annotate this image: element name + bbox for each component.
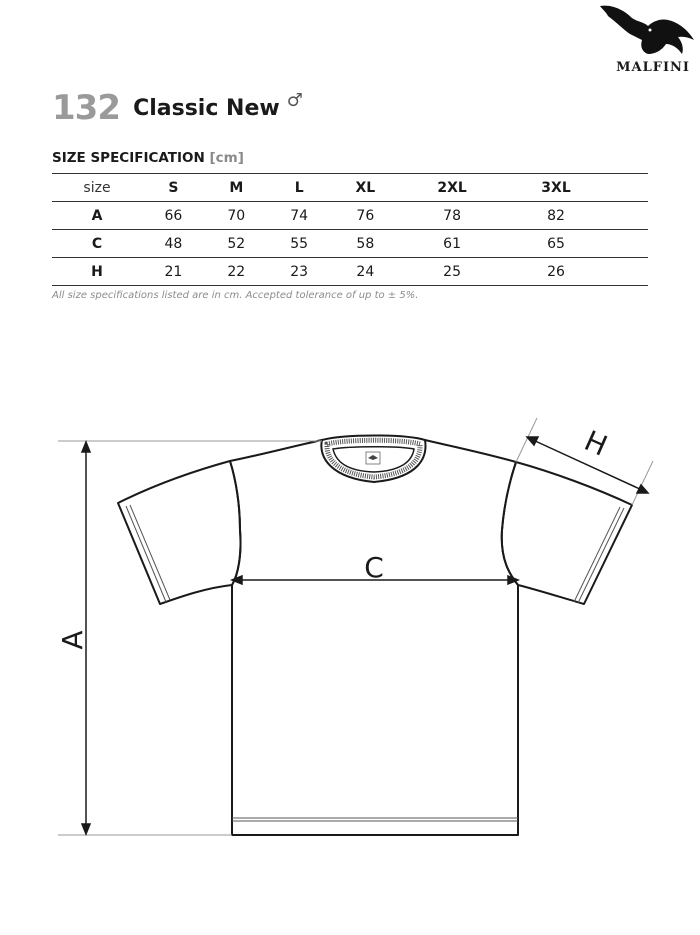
table-cell: 22	[205, 258, 268, 286]
table-cell: 58	[331, 230, 401, 258]
table-cell: 66	[142, 202, 205, 230]
table-cell: 24	[331, 258, 401, 286]
column-header: 2XL	[400, 174, 504, 202]
tolerance-note: All size specifications listed are in cm. Accepted tolerance of up to ± 5%.	[52, 290, 419, 301]
column-header: M	[205, 174, 268, 202]
column-header: XL	[331, 174, 401, 202]
dimension-c-label: C	[364, 551, 384, 584]
table-cell: 21	[142, 258, 205, 286]
column-header: S	[142, 174, 205, 202]
dimension-a-guides	[58, 441, 322, 835]
table-cell: 23	[268, 258, 331, 286]
left-sleeve-outline	[118, 461, 241, 604]
dimension-h-guides	[516, 418, 653, 505]
table-cell: 74	[268, 202, 331, 230]
table-cell: 48	[142, 230, 205, 258]
column-header: 3XL	[504, 174, 608, 202]
male-symbol-icon: ♂	[286, 90, 303, 112]
model-name: Classic New	[133, 95, 280, 121]
table-cell: 61	[400, 230, 504, 258]
table-cell: 25	[400, 258, 504, 286]
brand-name: MALFINI	[616, 60, 690, 75]
table-cell: 52	[205, 230, 268, 258]
table-cell: 55	[268, 230, 331, 258]
table-cell: 26	[504, 258, 608, 286]
table-cell: 78	[400, 202, 504, 230]
dimension-a-label: A	[56, 630, 89, 650]
tshirt-outline	[230, 440, 518, 835]
spec-unit: [cm]	[209, 150, 244, 166]
table-cell: 76	[331, 202, 401, 230]
spec-heading-text: SIZE SPECIFICATION	[52, 150, 205, 166]
table-cell: 65	[504, 230, 608, 258]
row-label: H	[52, 258, 142, 286]
row-label: C	[52, 230, 142, 258]
corner-label: size	[52, 174, 142, 202]
dimension-h-label: H	[579, 423, 613, 463]
model-number: 132	[52, 88, 120, 128]
row-label: A	[52, 202, 142, 230]
table-cell: 70	[205, 202, 268, 230]
table-cell: 82	[504, 202, 608, 230]
column-header: L	[268, 174, 331, 202]
right-sleeve-outline	[502, 462, 632, 604]
